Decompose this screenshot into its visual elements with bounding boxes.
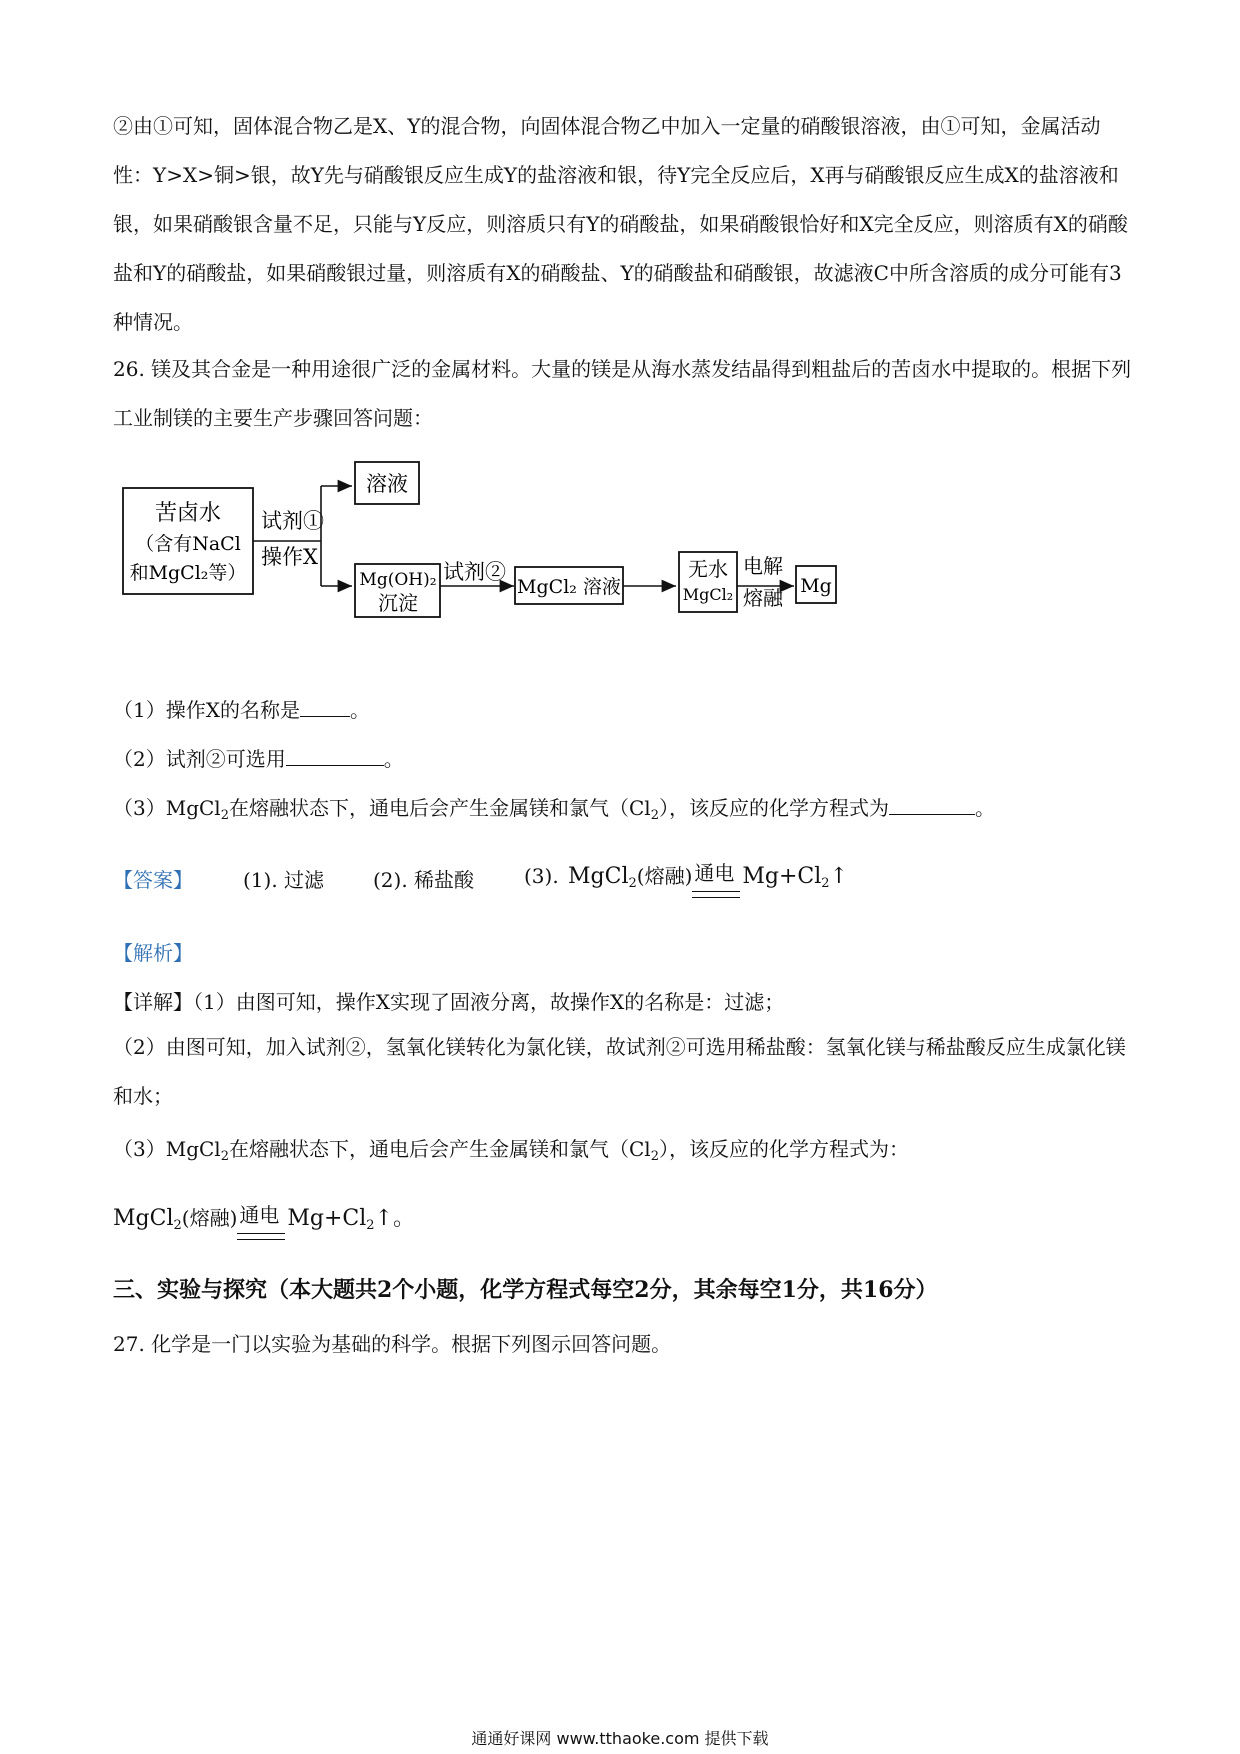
box-mgcl2-solution-label: MgCl₂ 溶液 xyxy=(517,576,621,598)
answer-1: (1). 过滤 xyxy=(243,868,325,892)
analysis-tag: 【解析】 xyxy=(113,941,193,965)
answer-3-label: (3). xyxy=(524,864,559,888)
answer-equation: MgCl$_2$(熔融) 通电 $Mg+Cl_2↑$ xyxy=(568,860,848,891)
answer-blank-1 xyxy=(300,698,350,717)
production-flow-diagram xyxy=(110,455,940,635)
box-brine-line2: （含有NaCl xyxy=(135,533,241,555)
answer-blank-3 xyxy=(889,796,975,815)
label-reagent-2: 试剂② xyxy=(443,560,506,584)
box-mgoh2-line2: 沉淀 xyxy=(378,591,418,615)
analysis-equation: MgCl$_2$(熔融) 通电 $Mg+Cl_2↑$。 xyxy=(113,1201,415,1233)
box-anhydrous-line2: MgCl₂ xyxy=(682,585,734,604)
sub-question-3: （3）MgCl$_2$在熔融状态下，通电后会产生金属镁和氯气$(Cl_2)$，该反应的化学方程式为 。 xyxy=(113,796,995,823)
box-solution-label: 溶液 xyxy=(366,472,408,496)
footer-source: 通通好课网 www.tthaoke.com 提供下载 xyxy=(471,1729,769,1748)
intro-paragraph: ②由①可知，固体混合物乙是X、Y的混合物，向固体混合物乙中加入一定量的硝酸银溶液，由①可知，金属活动性：Y>X>铜>银，故Y先与硝酸银反应生成Y的盐溶液和银，待Y完全反应后，X再与硝酸银反应生成X的盐溶液和银，如果硝酸银含量不足，只能与Y反应，则溶质只有Y的硝酸盐，如果硝酸银恰好和X完全反应，则溶质有X的硝酸盐和Y的硝酸盐，如果硝酸银过量，则溶质有X的硝酸盐、Y的硝酸盐和硝酸银，故滤液C中所含溶质的成分可能有3种情况。 xyxy=(113,114,1128,334)
box-mg-label: Mg xyxy=(800,575,832,597)
box-mgoh2-line1: Mg(OH)₂ xyxy=(359,570,437,590)
box-brine-line1: 苦卤水 xyxy=(154,501,222,526)
label-melt: 熔融 xyxy=(743,586,783,610)
label-electrolysis: 电解 xyxy=(743,554,783,578)
sub-question-2: （2）试剂②可选用 。 xyxy=(113,747,404,771)
section-3-heading: 三、实验与探究（本大题共2个小题，化学方程式每空2分，其余每空1分，共16分） xyxy=(113,1277,938,1303)
sub-question-1: （1）操作X的名称是 。 xyxy=(113,698,370,722)
question-27-stem: 27. 化学是一门以实验为基础的科学。根据下列图示回答问题。 xyxy=(113,1332,672,1356)
answer-tag: 【答案】 xyxy=(113,868,193,892)
analysis-detail-1: 【详解】（1）由图可知，操作X实现了固液分离，故操作X的名称是：过滤； xyxy=(113,990,785,1014)
analysis-detail-3: （3）MgCl$_2$在熔融状态下，通电后会产生金属镁和氯气$(Cl_2)$，该反应的化学方程式为： xyxy=(113,1137,909,1164)
answer-blank-2 xyxy=(286,747,384,766)
answer-2: (2). 稀盐酸 xyxy=(373,868,475,892)
label-operation-x: 操作X xyxy=(261,545,318,569)
question-26-stem: 26. 镁及其合金是一种用途很广泛的金属材料。大量的镁是从海水蒸发结晶得到粗盐后的苦卤水中提取的。根据下列工业制镁的主要生产步骤回答问题： xyxy=(113,357,1132,430)
box-anhydrous-line1: 无水 xyxy=(688,557,728,581)
label-reagent-1: 试剂① xyxy=(261,509,324,533)
box-brine-line3: 和MgCl₂等） xyxy=(129,562,247,584)
analysis-detail-2: （2）由图可知，加入试剂②，氢氧化镁转化为氯化镁，故试剂②可选用稀盐酸：氢氧化镁与稀盐酸反应生成氯化镁和水； xyxy=(113,1035,1126,1108)
